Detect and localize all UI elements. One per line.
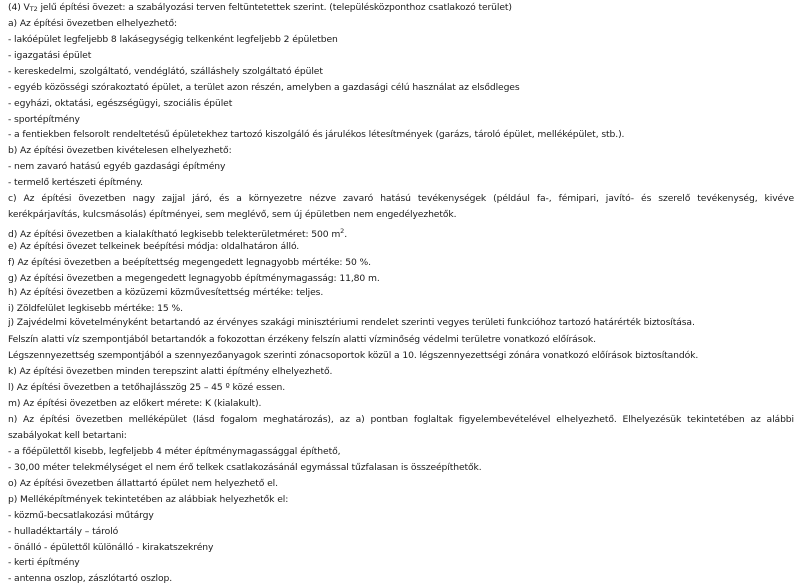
section-n-line-1: n) Az építési övezetben melléképület (lásd fogalom meghatározás), az a) pontban foglaltak figyelembevételével elhelyezhető. Elhelyezésük tekintetében az alábbi xyxy=(8,414,794,425)
section-a-title: a) Az építési övezetben elhelyezhető: xyxy=(8,18,177,29)
section-i: i) Zöldfelület legkisebb mértéke: 15 %. xyxy=(8,303,183,314)
heading-number: (4) xyxy=(8,2,21,13)
section-n-line-2: szabályokat kell betartani: xyxy=(8,430,127,441)
section-c-line-1: c) Az építési övezetben nagy zajjal járó, és a környezetre nézve zavaró hatású tevékenységek (például fa-, fémipari, javító- és szerelő tevékenység, kivéve xyxy=(8,193,794,204)
zone-code-subscript: T2 xyxy=(29,5,38,13)
section-d-superscript: 2 xyxy=(340,227,345,235)
air-quality-paragraph: Légszennyezettség szempontjából a szennyezőanyagok szerinti zónacsoportok közül a 10. légszennyezettségi zónára vonatkozó előírások biztosítandók. xyxy=(8,350,699,361)
section-h: h) Az építési övezetben a közüzemi közművesítettség mértéke: teljes. xyxy=(8,287,324,298)
section-l: l) Az építési övezetben a tetőhajlásszög 25 – 45 º közé essen. xyxy=(8,382,286,393)
section-b-title: b) Az építési övezetben kivételesen elhelyezhető: xyxy=(8,145,232,156)
section-p-item: - antenna oszlop, zászlótartó oszlop. xyxy=(8,573,173,584)
heading-text: jelű építési övezet: a szabályozási terven feltüntetettek szerint. (településközponthoz csatlakozó terület) xyxy=(40,2,512,13)
section-d xyxy=(8,225,794,241)
section-a-item: - igazgatási épület xyxy=(8,50,92,61)
section-p-item: - önálló - épülettől különálló - kirakatszekrény xyxy=(8,542,214,553)
section-a-item: - egyházi, oktatási, egészségügyi, szociális épület xyxy=(8,98,233,109)
section-n-item: - a főépülettől kisebb, legfeljebb 4 méter építménymagassággal építhető, xyxy=(8,446,341,457)
section-d-end: . xyxy=(344,229,348,240)
section-a-item: - kereskedelmi, szolgáltató, vendéglátó, szálláshely szolgáltató épület xyxy=(8,66,323,77)
section-a-item: - lakóépület legfeljebb 8 lakásegységig telkenként legfeljebb 2 épületben xyxy=(8,34,338,45)
section-a-item: - a fentiekben felsorolt rendeltetésű épületekhez tartozó kiszolgáló és járulékos létesítmények (garázs, tároló épület, melléképület, stb.). xyxy=(8,129,625,140)
section-n-item: - 30,00 méter telekmélységet el nem érő telkek csatlakozásánál egymással tűzfalasan is összeépíthetők. xyxy=(8,462,482,473)
section-c-line-2: kerékpárjavítás, kulcsmásolás) építményei, sem meglévő, sem új épületben nem engedélyezhetők. xyxy=(8,209,457,220)
zone-code: V xyxy=(23,2,30,13)
section-o: o) Az építési övezetben állattartó épület nem helyezhető el. xyxy=(8,478,278,489)
section-g: g) Az építési övezetben a megengedett legnagyobb építménymagasság: 11,80 m. xyxy=(8,273,380,284)
section-e: e) Az építési övezet telkeinek beépítési módja: oldalhatáron álló. xyxy=(8,241,300,252)
section-k: k) Az építési övezetben minden terepszint alatti építmény elhelyezhető. xyxy=(8,366,333,377)
section-d-text: d) Az építési övezetben a kialakítható legkisebb telekterületméret: 500 m xyxy=(8,229,341,240)
section-p-item: - hulladéktartály – tároló xyxy=(8,526,119,537)
section-b-item: - nem zavaró hatású egyéb gazdasági építmény xyxy=(8,161,226,172)
section-a-item: - egyéb közösségi szórakoztató épület, a terület azon részén, amelyben a gazdasági célú használat az elsődleges xyxy=(8,82,520,93)
section-b-item: - termelő kertészeti építmény. xyxy=(8,177,143,188)
section-j: j) Zajvédelmi követelményként betartandó az érvényes szakági minisztériumi rendelet szerinti vegyes területi funkcióhoz tartozó határérték biztosítása. xyxy=(8,317,695,328)
section-f: f) Az építési övezetben a beépítettség megengedett legnagyobb mértéke: 50 %. xyxy=(8,257,371,268)
section-p-item: - közmű-becsatlakozási műtárgy xyxy=(8,510,154,521)
section-m: m) Az építési övezetben az előkert mérete: K (kialakult). xyxy=(8,398,262,409)
section-a-item: - sportépítmény xyxy=(8,114,80,125)
zone-heading xyxy=(8,2,794,15)
section-p-title: p) Melléképítmények tekintetében az alábbiak helyezhetők el: xyxy=(8,494,289,505)
groundwater-paragraph: Felszín alatti víz szempontjából betartandók a fokozottan érzékeny felszín alatti vízminőség védelmi területre vonatkozó előírások. xyxy=(8,334,596,345)
section-p-item: - kerti építmény xyxy=(8,557,80,568)
